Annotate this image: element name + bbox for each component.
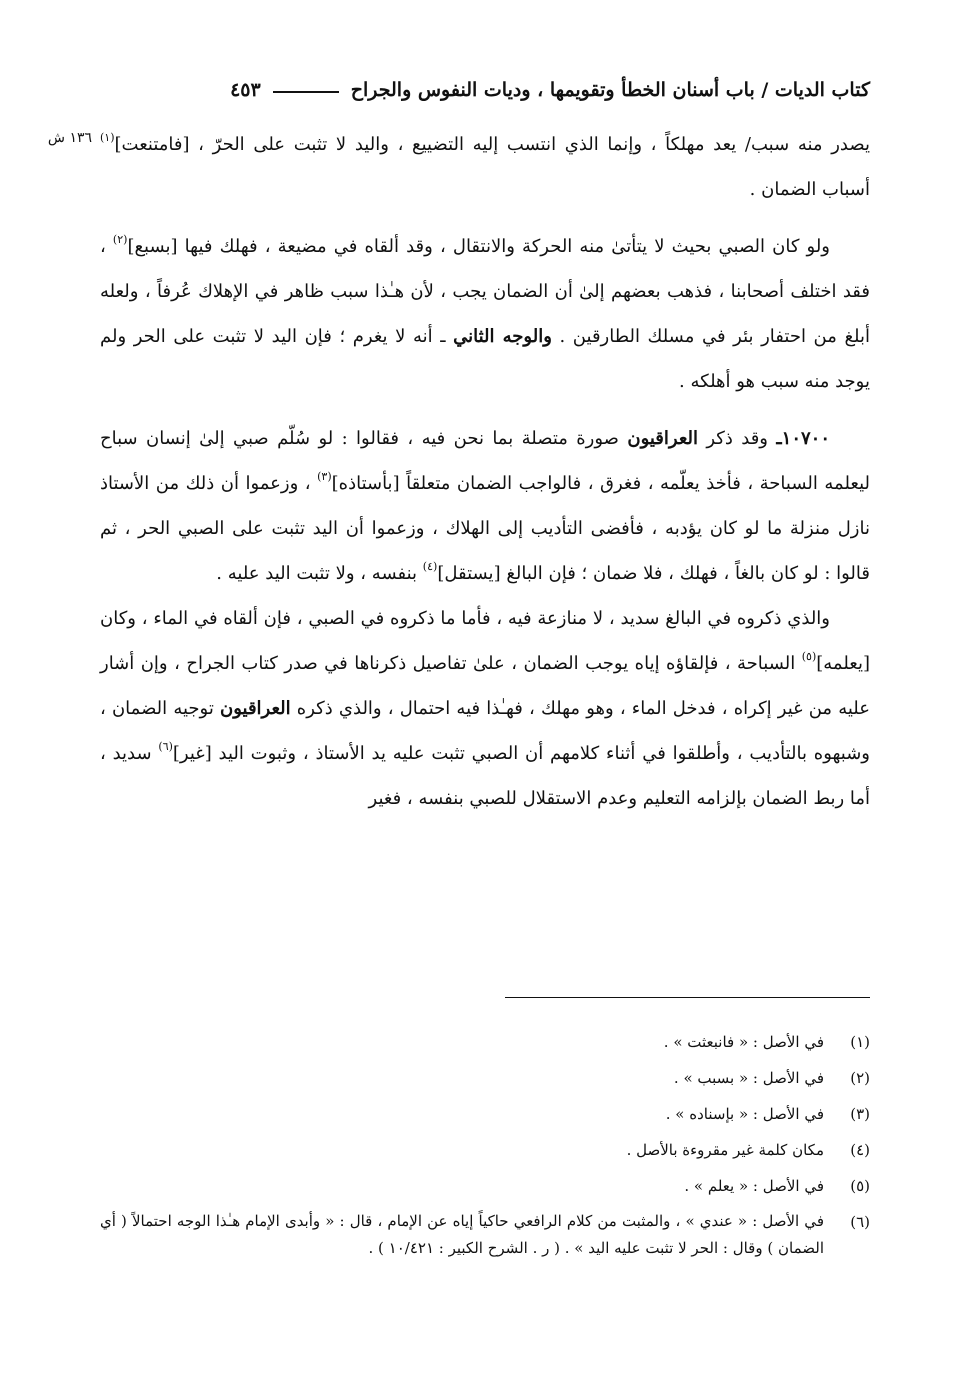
footnote-item xyxy=(100,1024,870,1060)
body-text xyxy=(100,122,870,821)
footnote-ref-6: (٦) xyxy=(158,740,173,753)
footnote-ref-2: (٢) xyxy=(112,233,128,246)
header-title: كتاب الديات / باب أسنان الخطأ وتقويمها ، وديات النفوس والجراح xyxy=(350,79,870,101)
footnote-item xyxy=(100,1096,870,1132)
paragraph-text: أسباب الضمان . xyxy=(749,179,870,200)
footnotes xyxy=(100,1024,870,1262)
footnote-ref-5: (٥) xyxy=(801,650,817,663)
paragraph-text: يصدر منه سبب/ يعد مهلكاً ، وإنما الذي انتسب إليه التضييع ، واليد لا تثبت على الحرّ ، [فامتنعت] xyxy=(114,134,870,155)
paragraph-text: سديد ، أما ربط الضمان بإلزامه التعليم وعدم الاستقلال للصبي بنفسه ، فغير xyxy=(100,743,870,809)
footnote-item xyxy=(100,1204,870,1262)
footnote-number: (٦) xyxy=(850,1213,870,1231)
bold-term: العراقيون xyxy=(627,428,698,449)
paragraph-text: وقد ذكر xyxy=(698,428,777,449)
footnote-ref-3: (٣) xyxy=(317,470,332,483)
footnote-text: في الأصل : « عندي » ، والمثبت من كلام الرافعي حاكياً إياه عن الإمام ، قال : « وأبدى الإمام هـٰذا الوجه احتمالاً ( أي الضمان ) وقال : الحر لا تثبت عليه اليد » . ( ر . الشرح الكبير : ١٠/٤٢١ ) . xyxy=(100,1212,824,1257)
footnote-ref-4: (٤) xyxy=(422,560,438,573)
paragraph-text: والذي ذكروه في البالغ سديد ، لا منازعة فيه ، فأما ما ذكروه في الصبي ، فإن ألقاه في الماء ، وكان [يعلمه] xyxy=(100,608,870,674)
footnote-text: مكان كلمة غير مقروءة بالأصل . xyxy=(626,1141,824,1159)
paragraph-text: توجيه الضمان ، وشبهوه بالتأديب ، وأطلقوا في أثناء كلامهم أن الصبي تثبت عليه يد الأستاذ ، وثبوت اليد [غير] xyxy=(100,698,871,764)
footnote-divider xyxy=(505,997,870,998)
header-rule xyxy=(273,91,339,93)
manuscript-folio-note: ١٣٦ ش xyxy=(47,130,92,146)
footnote-text: في الأصل : « بسبب » . xyxy=(673,1069,824,1087)
footnote-item xyxy=(100,1132,870,1168)
issue-number: ١٠٧٠٠ـ xyxy=(776,428,830,449)
paragraph-text: السباحة ، فإلقاؤه إياه يوجب الضمان ، علىٰ تفاصيل ذكرناها في صدر كتاب الجراح ، وإن أشار عليه من غير إكراه ، فدخل الماء ، وهو مهلك ، فهـٰذا فيه احتمال ، والذي ذكره xyxy=(100,653,871,719)
footnote-text: في الأصل : « بإسناده » . xyxy=(665,1105,824,1123)
paragraph-text: ـ أنه لا يغرم ؛ فإن اليد لا تثبت على الحر ولم يوجد منه سبب هو أهلكه . xyxy=(100,326,870,392)
footnote-item xyxy=(100,1060,870,1096)
paragraph-text: ، فقد اختلف أصحابنا ، فذهب بعضهم إلىٰ أن الضمان يجب ، لأن هـٰذا سبب ظاهر في الإهلاك عُرفاً ، ولعله أبلغ من احتفار بئر في مسلك الطارقين . xyxy=(100,236,871,347)
footnote-number: (٤) xyxy=(850,1141,870,1159)
footnote-number: (٣) xyxy=(850,1105,870,1123)
paragraph-4 xyxy=(100,596,870,821)
footnote-item xyxy=(100,1168,870,1204)
paragraph-text: بنفسه ، ولا تثبت اليد عليه . xyxy=(216,563,423,584)
paragraph-3 xyxy=(100,416,870,596)
paragraph-1 xyxy=(100,122,870,212)
footnote-number: (٢) xyxy=(850,1069,870,1087)
paragraph-text: صورة متصلة بما نحن فيه ، فقالوا : لو سُلّم صبي إلىٰ إنسان سباح ليعلمه السباحة ، فأخذ يعلّمه ، فغرق ، فالواجب الضمان متعلقاً [بأستاذه] xyxy=(100,428,870,494)
page-number: ٤٥٣ xyxy=(230,79,261,101)
bold-heading: والوجه الثاني xyxy=(453,326,552,347)
footnote-ref-1: (١) xyxy=(100,131,115,144)
footnote-number: (٥) xyxy=(850,1177,870,1195)
footnote-text: في الأصل : « فانبعثت » . xyxy=(663,1033,824,1051)
footnote-text: في الأصل : « يعلم » . xyxy=(684,1177,824,1195)
bold-term: العراقيون xyxy=(220,698,291,719)
paragraph-text: ولو كان الصبي بحيث لا يتأتىٰ منه الحركة والانتقال ، وقد ألقاه في مضيعة ، فهلك فيها [بسبع] xyxy=(127,236,831,257)
footnote-number: (١) xyxy=(850,1033,870,1051)
paragraph-2 xyxy=(100,224,870,404)
running-header xyxy=(100,68,870,112)
paragraph-text: ، وزعموا أن ذلك من الأستاذ نازل منزلة ما لو كان يؤدبه ، فأفضى التأديب إلى الهلاك ، وزعموا أن اليد تثبت على الصبي الحر ، ثم قالوا : لو كان بالغاً ، فهلك ، فلا ضمان ؛ فإن البالغ [يستقل] xyxy=(100,473,870,584)
